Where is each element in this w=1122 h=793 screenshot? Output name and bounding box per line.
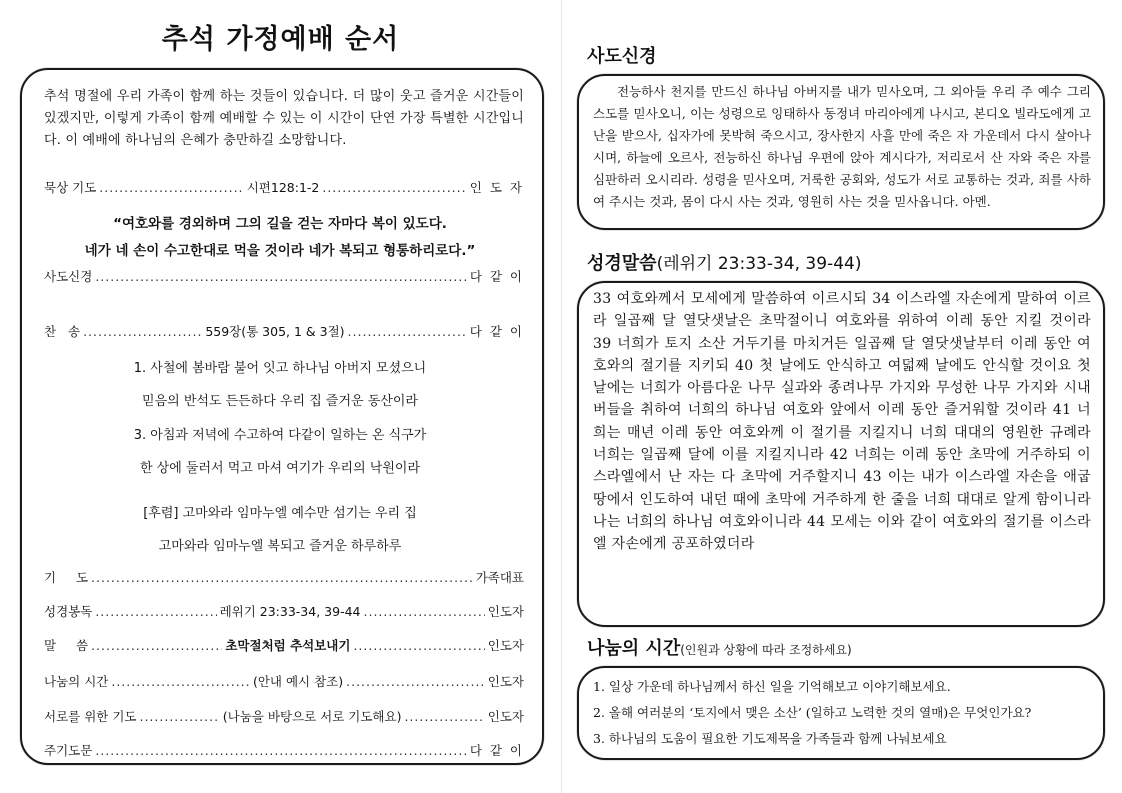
hymn-line: 1. 사철에 봄바람 불어 잇고 하나님 아버지 모셨으니	[133, 361, 427, 376]
psalm-quote-line-1: “여호와를 경외하며 그의 길을 걷는 자마다 복이 있도다.	[113, 216, 447, 232]
leader-dots	[91, 638, 222, 653]
leader-dots	[91, 570, 473, 585]
bible-reference: (레위기 23:33-34, 39-44)	[656, 254, 862, 274]
leader-dots	[346, 674, 485, 689]
order-row-sermon: 말 씀 ..... 초막절처럼 추석보내기 ..... 인도자	[44, 635, 524, 655]
hymn-chorus-line: 고마와라 임마누엘 복되고 즐거운 하루하루	[158, 539, 402, 554]
leader-dots	[111, 674, 250, 689]
order-row-silent-prayer: 묵상 기도 ..... 시편128:1-2 ..... 인 도 자	[44, 177, 524, 197]
leader-dots	[139, 709, 219, 724]
sharing-subtitle: (인원과 상황에 따라 조정하세요)	[680, 643, 852, 657]
leader-dots	[348, 324, 467, 339]
order-row-creed: 사도신경 ..... 다 같 이	[44, 266, 524, 286]
creed-text: 전능하사 천지를 만드신 하나님 아버지를 내가 믿사오며, 그 외아들 우리 주 예수 그리스도를 믿사오니, 이는 성령으로 잉태하사 동정녀 마리아에게 나시고, 본디오 빌라도에게 고난을 받으사, 십자가에 못박혀 죽으시고, 장사한지 사흘 만에 죽은 자 가운데서 다시 살아나시며, 하늘에 오르사, 전능하신 하나님 우편에 앉아 계시다가, 저리로서 산 자와 죽은 자를 심판하러 오시리라. 성령을 믿사오며, 거룩한 공회와, 성도가 서로 교통하는 것과, 죄를 사하여 주시는 것과, 몸이 다시 사는 것과, 영원히 사는 것을 믿사옵니다. 아멘.	[593, 84, 1091, 209]
hymn-line: 3. 아침과 저녁에 수고하여 다같이 일하는 온 식구가	[133, 428, 427, 443]
right-page	[561, 0, 1122, 793]
hymn-chorus-line: [후렴] 고마와라 임마누엘 예수만 섬기는 우리 집	[143, 506, 417, 521]
sharing-question: 3. 하나님의 도움이 필요한 기도제목을 가족들과 함께 나눠보세요	[593, 731, 947, 746]
sharing-question: 1. 일상 가운데 하나님께서 하신 일을 기억해보고 이야기해보세요.	[593, 679, 951, 694]
sermon-title: 초막절처럼 추석보내기	[225, 638, 351, 653]
order-row-prayer: 기 도 ..... 가족대표	[44, 567, 524, 587]
hymn-line: 믿음의 반석도 든든하다 우리 집 즐거운 동산이라	[142, 394, 418, 409]
bible-text: 33 여호와께서 모세에게 말씀하여 이르시되 34 이스라엘 자손에게 말하여 이르라 일곱째 달 열닷샛날은 초막절이니 여호와를 위하여 이레 동안 지킬 것이라 39 너희가 토지 소산 거두기를 마치거든 일곱째 달 열닷샛날부터 이레 동안 여호와의 절기를 지키되 40 첫 날에도 안식하고 여덟째 날에도 안식할 것이요 첫 날에는 너희가 아름다운 나무 실과와 종려나무 가지와 무성한 나무 가지와 시내 버들을 취하여 너희의 하나님 여호와 앞에서 이레 동안 즐거워할 것이라 41 너희는 매년 이레 동안 여호와께 이 절기를 지킬지니 너희 대대의 영원한 규례라 너희는 일곱째 달에 이를 지킬지니라 42 너희는 이레 동안 초막에 거주하되 이스라엘에서 난 자는 다 초막에 거주할지니 43 이는 내가 이스라엘 자손을 애굽 땅에서 인도하여 내던 때에 초막에 거주하게 한 줄을 너희 대대로 알게 함이니라 나는 너희의 하나님 여호와이니라 44 모세는 이와 같이 여호와의 절기를 이스라엘 자손에게 공포하였더라	[593, 291, 1091, 553]
creed-heading: 사도신경	[587, 46, 657, 67]
leader-dots	[353, 638, 484, 653]
order-row-scripture-reading: 성경봉독 ..... 레위기 23:33-34, 39-44 ..... 인도자	[44, 601, 524, 621]
leader-dots	[322, 180, 466, 195]
order-box	[20, 68, 544, 765]
leader-dots	[95, 604, 216, 619]
leader-dots	[95, 269, 467, 284]
order-row-hymn: 찬 송 ..... 559장(통 305, 1 & 3절) ..... 다 같 이	[44, 321, 524, 341]
sharing-question: 2. 올해 여러분의 ‘토지에서 맺은 소산’ (일하고 노력한 것의 열매)은 무엇인가요?	[593, 705, 1032, 720]
psalm-quote-line-2: 네가 네 손이 수고한대로 먹을 것이라 네가 복되고 형통하리로다.”	[84, 243, 476, 259]
leader-dots	[95, 743, 467, 758]
order-row-lords-prayer: 주기도문 ..... 다 같 이	[44, 740, 524, 760]
sharing-heading: 나눔의 시간(인원과 상황에 따라 조정하세요)	[587, 638, 852, 659]
order-row-sharing: 나눔의 시간 ..... (안내 예시 참조) ..... 인도자	[44, 671, 524, 691]
bible-heading: 성경말씀(레위기 23:33-34, 39-44)	[587, 253, 862, 274]
hymn-line: 한 상에 둘러서 먹고 마셔 여기가 우리의 낙원이라	[139, 461, 421, 476]
leader-dots	[364, 604, 485, 619]
leader-dots	[404, 709, 484, 724]
leader-dots	[83, 324, 202, 339]
intro-text: 추석 명절에 우리 가족이 함께 하는 것들이 있습니다. 더 많이 웃고 즐거운 시간들이 있겠지만, 이렇게 가족이 함께 예배할 수 있는 이 시간이 단연 가장 특별한 시간입니다. 이 예배에 하나님의 은혜가 충만하길 소망합니다.	[44, 89, 524, 148]
leader-dots	[99, 180, 243, 195]
page-title: 추석 가정예배 순서	[161, 24, 400, 55]
order-row-mutual-prayer: 서로를 위한 기도 ..... (나눔을 바탕으로 서로 기도해요) ..... 인도자	[44, 706, 524, 726]
